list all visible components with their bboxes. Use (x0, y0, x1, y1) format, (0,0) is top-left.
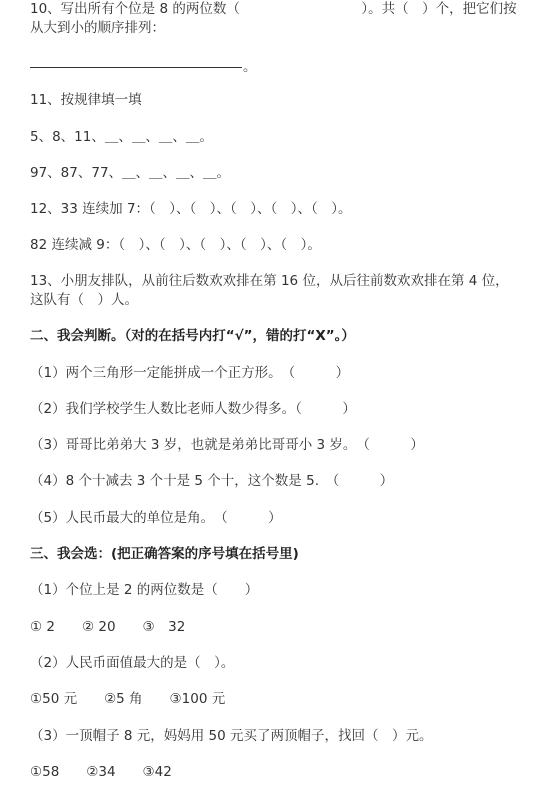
choice-question-3: （3）一顶帽子 8 元，妈妈用 50 元买了两顶帽子，找回（ ）元。 (30, 728, 433, 744)
question-11-sequence-2: 97、87、77、＿、＿、＿、＿。 (30, 165, 231, 181)
judge-item-5: （5）人民币最大的单位是角。 （ ） (30, 510, 282, 526)
question-10-line-1: 10、写出所有个位是 8 的两位数（ ）。共（ ）个，把它们按 (30, 1, 517, 17)
answer-blank-period: 。 (243, 59, 257, 75)
answer-blank-line (30, 67, 242, 68)
question-12-line-2: 82 连续减 9：（ ）、（ ）、（ ）、（ ）、（ ）。 (30, 237, 321, 253)
judge-item-1: （1）两个三角形一定能拼成一个正方形。 （ ） (30, 365, 350, 381)
choice-options-2: ①50 元 ②5 角 ③100 元 (30, 691, 226, 707)
judge-item-4: （4）8 个十减去 3 个十是 5 个十，这个数是 5. （ ） (30, 473, 394, 489)
question-13-line-2: 这队有（ ）人。 (30, 292, 138, 308)
choice-options-1: ① 2 ② 20 ③ 32 (30, 619, 186, 635)
judge-item-2: （2）我们学校学生人数比老师人数少得多。（ ） (30, 401, 356, 417)
section-2-heading: 二、我会判断。（对的在括号内打“√”，错的打“X”。） (30, 328, 355, 344)
question-11-title: 11、按规律填一填 (30, 92, 142, 108)
choice-options-3: ①58 ②34 ③42 (30, 764, 172, 780)
choice-question-2: （2）人民币面值最大的是（ ）。 (30, 655, 235, 671)
judge-item-3: （3）哥哥比弟弟大 3 岁，也就是弟弟比哥哥小 3 岁。 （ ） (30, 437, 424, 453)
section-3-heading: 三、我会选：(把正确答案的序号填在括号里) (30, 546, 299, 562)
question-10-line-2: 从大到小的顺序排列： (30, 20, 165, 36)
question-11-sequence-1: 5、8、11、＿、＿、＿、＿。 (30, 129, 213, 145)
choice-question-1: （1）个位上是 2 的两位数是（ ） (30, 582, 259, 598)
question-13-line-1: 13、小朋友排队，从前往后数欢欢排在第 16 位，从后往前数欢欢排在第 4 位， (30, 273, 509, 289)
question-12-line-1: 12、33 连续加 7：（ ）、（ ）、（ ）、（ ）、（ ）。 (30, 201, 352, 217)
